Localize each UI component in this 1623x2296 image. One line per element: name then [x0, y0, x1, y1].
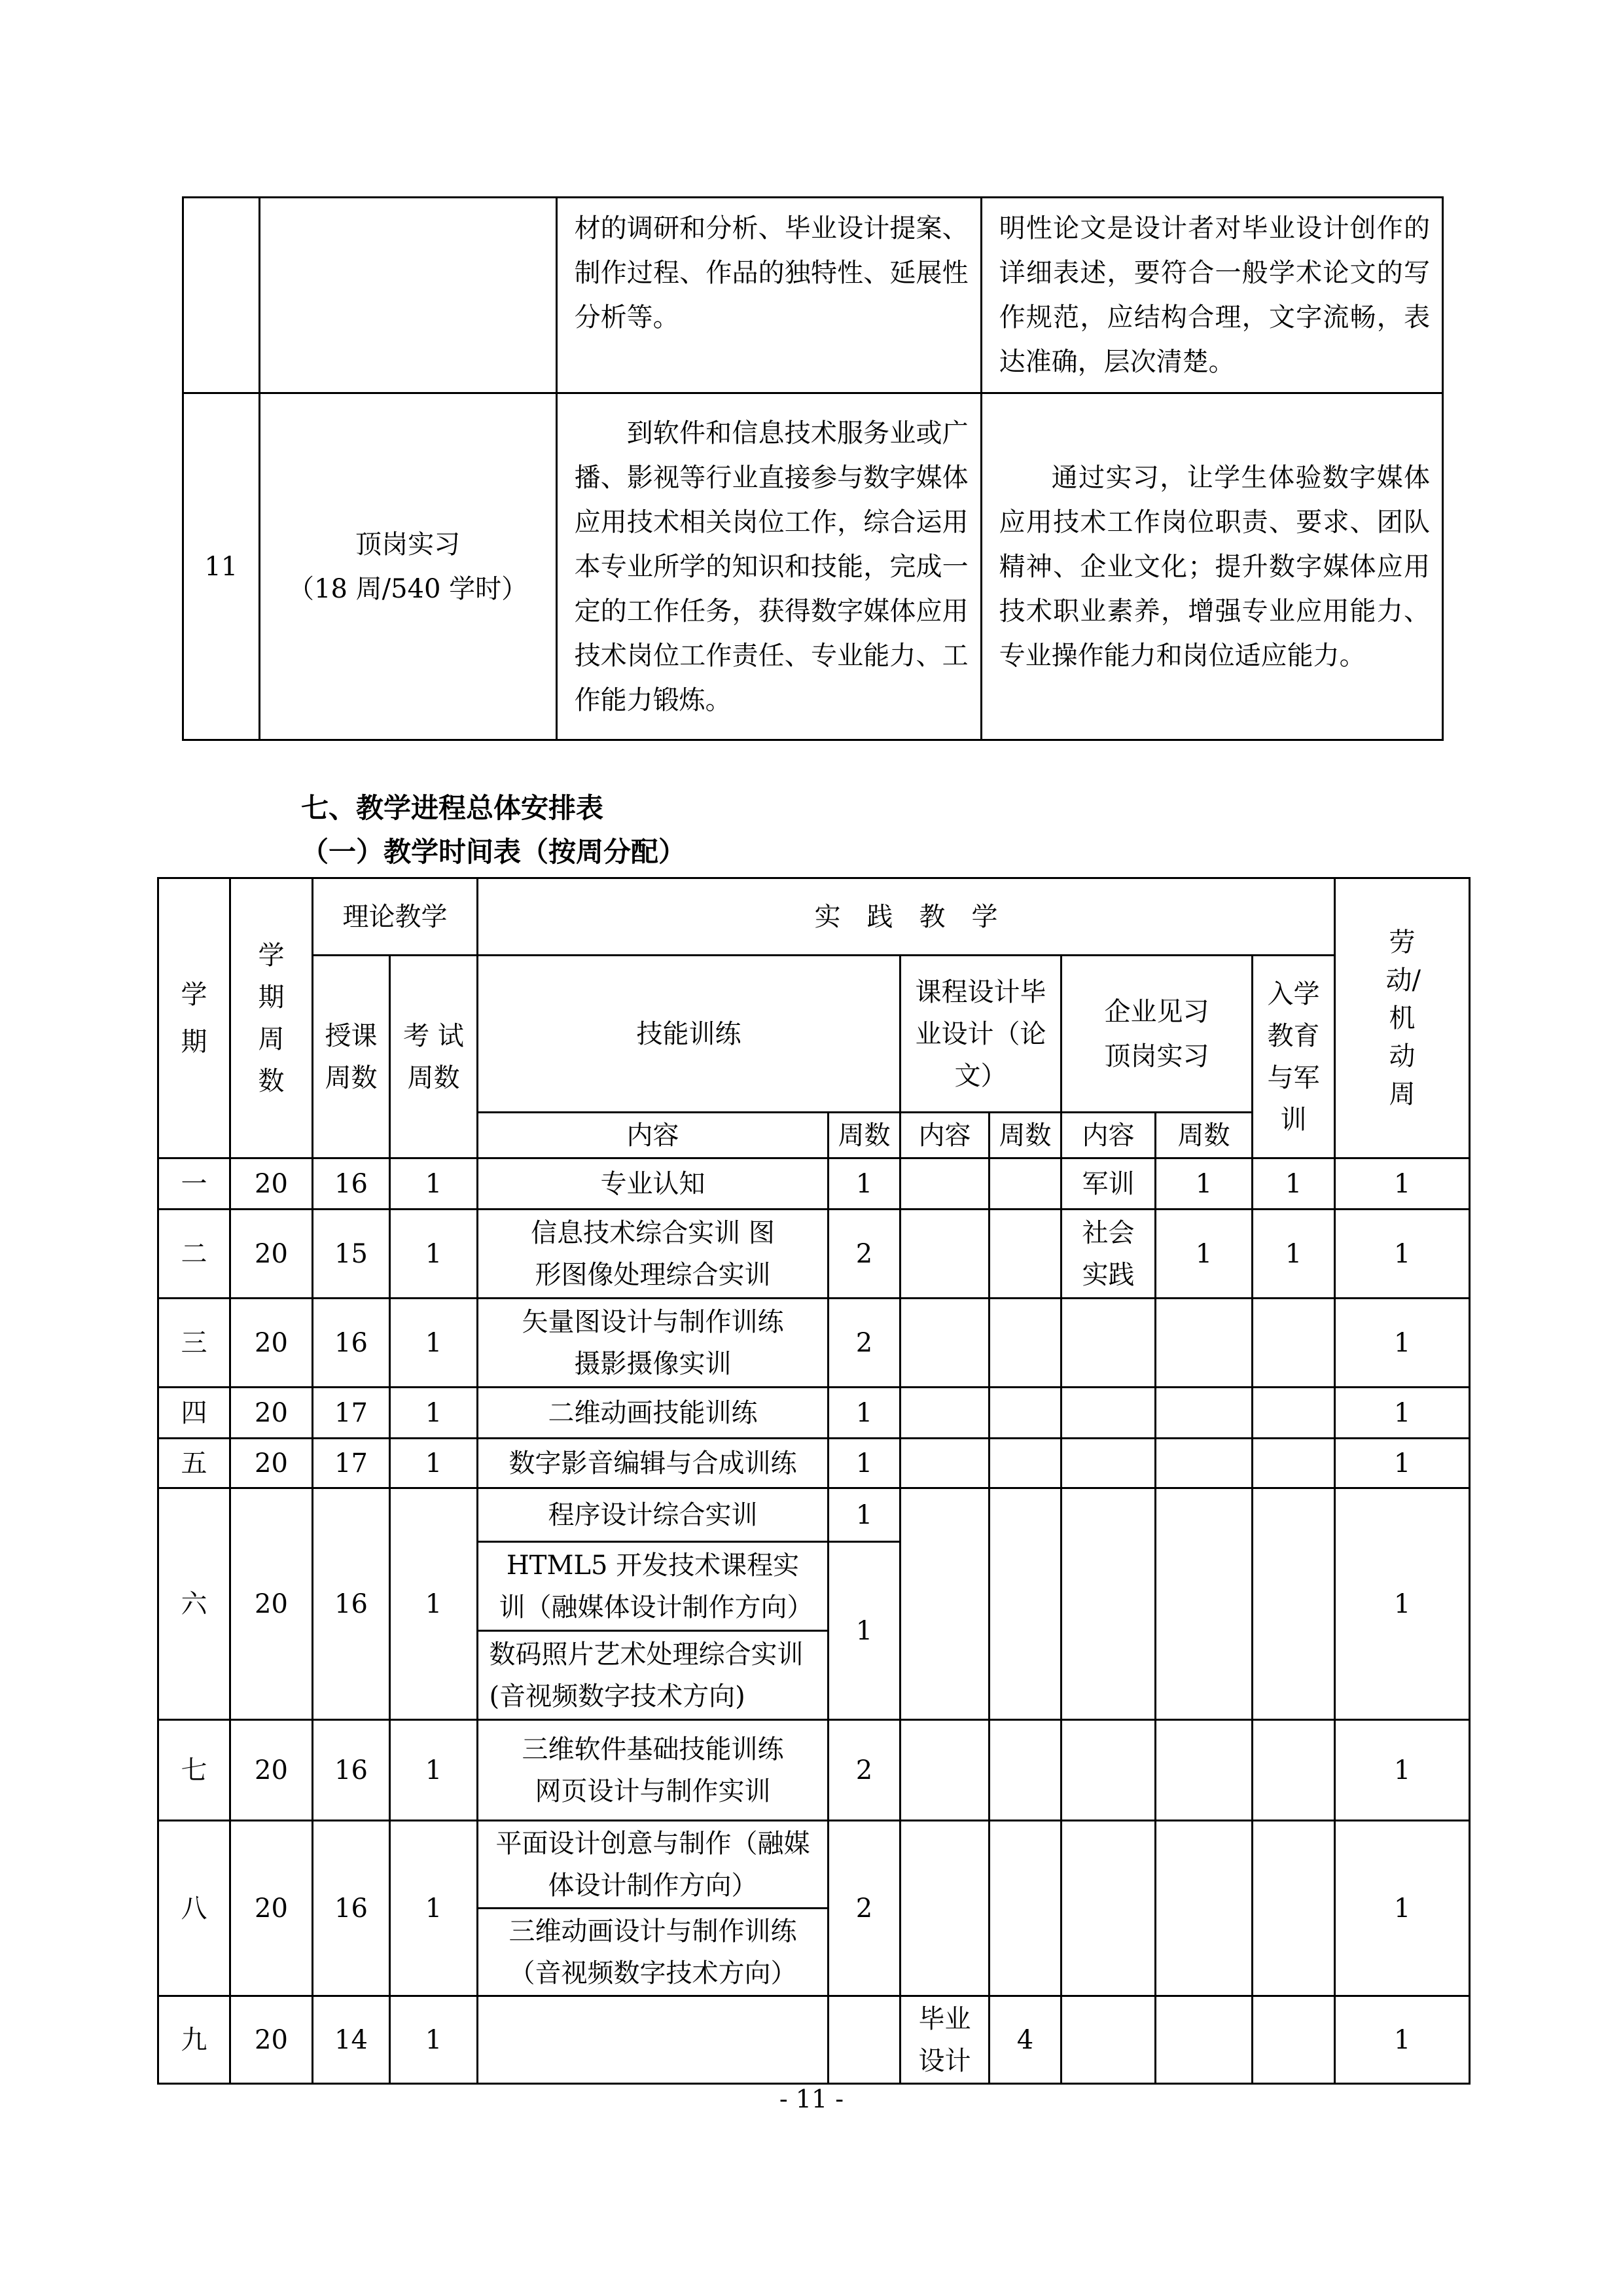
header-exam-weeks: 考 试周数 — [390, 956, 478, 1158]
course-name-cell — [259, 393, 556, 740]
cell-teach: 16 — [313, 1158, 390, 1210]
cell-teach: 16 — [313, 1299, 390, 1388]
table-row — [158, 1996, 1470, 2084]
cell-teach: 16 — [313, 1720, 390, 1821]
cell-skill: 三维动画设计与制作训练（音视频数字技术方向） — [478, 1909, 829, 1996]
header-enrollment: 入学教育与军训 — [1253, 956, 1335, 1158]
cell-total: 20 — [230, 1439, 313, 1488]
cell-enterprise — [1061, 1821, 1156, 1996]
cell-exam: 1 — [390, 1388, 478, 1439]
cell-labor: 1 — [1335, 1439, 1470, 1488]
cell-skill: 数码照片艺术处理综合实训(音视频数字技术方向) — [478, 1631, 829, 1720]
cell-skill-weeks: 1 — [829, 1388, 901, 1439]
cell-design-weeks — [990, 1821, 1061, 1996]
cell-design: 毕业设计 — [901, 1996, 990, 2084]
cell-exam: 1 — [390, 1210, 478, 1299]
sub-heading: （一）教学时间表（按周分配） — [301, 836, 687, 868]
cell-skill-weeks: 2 — [829, 1821, 901, 1996]
cell-design — [901, 1299, 990, 1388]
cell-labor: 1 — [1335, 1996, 1470, 2084]
cell-skill — [478, 1996, 829, 2084]
cell-exam: 1 — [390, 1821, 478, 1996]
cell-skill: 二维动画技能训练 — [478, 1388, 829, 1439]
section-heading: 七、教学进程总体安排表 — [301, 792, 604, 824]
cell-enterprise-weeks — [1156, 1439, 1253, 1488]
cell-enterprise — [1061, 1439, 1156, 1488]
cell-labor: 1 — [1335, 1720, 1470, 1821]
cell-enrollment: 1 — [1253, 1210, 1335, 1299]
table-row — [158, 1388, 1470, 1439]
cell-enterprise-weeks — [1156, 1720, 1253, 1821]
course-hours: （18 周/540 学时） — [288, 573, 528, 604]
cell-exam: 1 — [390, 1439, 478, 1488]
requirement-cell: 通过实习，让学生体验数字媒体应用技术工作岗位职责、要求、团队精神、企业文化；提升数字媒体应用技术职业素养，增强专业应用能力、专业操作能力和岗位适应能力。 — [981, 393, 1442, 740]
cell-skill-weeks: 1 — [829, 1158, 901, 1210]
header-semester: 学期 — [158, 878, 230, 1158]
cell-exam: 1 — [390, 1488, 478, 1720]
cell-enterprise — [1061, 1720, 1156, 1821]
cell-enterprise-weeks — [1156, 1996, 1253, 2084]
cell-enterprise — [1061, 1299, 1156, 1388]
cell-design-weeks — [990, 1439, 1061, 1488]
header-practice: 实 践 教 学 — [478, 878, 1335, 956]
header-semester-weeks: 学期周数 — [230, 878, 313, 1158]
cell-total: 20 — [230, 1299, 313, 1388]
cell-enrollment — [1253, 1996, 1335, 2084]
cell-teach: 14 — [313, 1996, 390, 2084]
cell-exam: 1 — [390, 1996, 478, 2084]
cell-skill: 三维软件基础技能训练 网页设计与制作实训 — [478, 1720, 829, 1821]
cell-skill: HTML5 开发技术课程实训（融媒体设计制作方向） — [478, 1542, 829, 1631]
cell-skill-weeks: 1 — [829, 1542, 901, 1720]
cell-semester: 五 — [158, 1439, 230, 1488]
cell-enterprise — [1061, 1996, 1156, 2084]
header-course-design: 课程设计毕业设计（论文） — [901, 956, 1061, 1113]
cell-skill: 矢量图设计与制作训练 摄影摄像实训 — [478, 1299, 829, 1388]
cell-design — [901, 1821, 990, 1996]
header-labor: 劳动/机动周 — [1335, 878, 1470, 1158]
cell-semester: 六 — [158, 1488, 230, 1720]
cell-enterprise: 军训 — [1061, 1158, 1156, 1210]
table-row — [158, 1821, 1470, 1909]
cell-skill-weeks: 2 — [829, 1299, 901, 1388]
teaching-schedule-table — [157, 877, 1471, 2085]
table-row — [158, 1488, 1470, 1542]
cell-semester: 七 — [158, 1720, 230, 1821]
header-content: 内容 — [901, 1113, 990, 1158]
cell-enrollment — [1253, 1720, 1335, 1821]
table-row — [183, 393, 1443, 740]
row-number-cell: 11 — [183, 393, 260, 740]
content-cell: 材的调研和分析、毕业设计提案、制作过程、作品的独特性、延展性分析等。 — [556, 198, 981, 393]
cell-semester: 三 — [158, 1299, 230, 1388]
cell-enterprise — [1061, 1388, 1156, 1439]
cell-teach: 15 — [313, 1210, 390, 1299]
cell-design — [901, 1720, 990, 1821]
cell-enterprise-weeks — [1156, 1488, 1253, 1720]
course-name: 顶岗实习 — [355, 529, 461, 560]
cell-labor: 1 — [1335, 1821, 1470, 1996]
cell-enrollment — [1253, 1488, 1335, 1720]
cell-design — [901, 1439, 990, 1488]
cell-skill-weeks: 2 — [829, 1720, 901, 1821]
cell-exam: 1 — [390, 1158, 478, 1210]
cell-exam: 1 — [390, 1720, 478, 1821]
cell-enterprise: 社会实践 — [1061, 1210, 1156, 1299]
cell-design — [901, 1158, 990, 1210]
cell-skill-weeks: 1 — [829, 1439, 901, 1488]
cell-teach: 16 — [313, 1821, 390, 1996]
row-number-cell — [183, 198, 260, 393]
cell-total: 20 — [230, 1821, 313, 1996]
cell-skill: 信息技术综合实训 图形图像处理综合实训 — [478, 1210, 829, 1299]
cell-labor: 1 — [1335, 1299, 1470, 1388]
course-name-cell — [259, 198, 556, 393]
header-content: 内容 — [1061, 1113, 1156, 1158]
table-row — [158, 1720, 1470, 1821]
header-enterprise: 企业见习顶岗实习 — [1061, 956, 1253, 1113]
cell-enterprise-weeks: 1 — [1156, 1210, 1253, 1299]
cell-design-weeks — [990, 1210, 1061, 1299]
cell-teach: 17 — [313, 1388, 390, 1439]
cell-total: 20 — [230, 1158, 313, 1210]
table-row — [158, 1299, 1470, 1388]
cell-skill: 平面设计创意与制作（融媒体设计制作方向） — [478, 1821, 829, 1909]
cell-labor: 1 — [1335, 1388, 1470, 1439]
cell-total: 20 — [230, 1388, 313, 1439]
cell-skill-weeks: 2 — [829, 1210, 901, 1299]
cell-design-weeks: 4 — [990, 1996, 1061, 2084]
header-row — [158, 956, 1470, 1113]
cell-enrollment — [1253, 1439, 1335, 1488]
cell-semester: 二 — [158, 1210, 230, 1299]
header-weeks: 周数 — [990, 1113, 1061, 1158]
cell-design-weeks — [990, 1158, 1061, 1210]
cell-design-weeks — [990, 1488, 1061, 1720]
cell-semester: 四 — [158, 1388, 230, 1439]
cell-total: 20 — [230, 1720, 313, 1821]
cell-design-weeks — [990, 1299, 1061, 1388]
header-content: 内容 — [478, 1113, 829, 1158]
table-row — [183, 198, 1443, 393]
cell-design — [901, 1210, 990, 1299]
cell-labor: 1 — [1335, 1210, 1470, 1299]
cell-skill-weeks: 1 — [829, 1488, 901, 1542]
cell-enterprise-weeks — [1156, 1388, 1253, 1439]
cell-semester: 九 — [158, 1996, 230, 2084]
cell-enrollment — [1253, 1299, 1335, 1388]
cell-enterprise-weeks — [1156, 1821, 1253, 1996]
cell-design-weeks — [990, 1388, 1061, 1439]
cell-labor: 1 — [1335, 1158, 1470, 1210]
cell-design — [901, 1488, 990, 1720]
page-number: - 11 - — [779, 2085, 844, 2113]
cell-total: 20 — [230, 1996, 313, 2084]
course-description-table — [182, 196, 1444, 741]
content-cell: 到软件和信息技术服务业或广播、影视等行业直接参与数字媒体应用技术相关岗位工作，综合运用本专业所学的知识和技能，完成一定的工作任务，获得数字媒体应用技术岗位工作责任、专业能力、工作能力锻炼。 — [556, 393, 981, 740]
requirement-cell: 明性论文是设计者对毕业设计创作的详细表述，要符合一般学术论文的写作规范，应结构合理，文字流畅，表达准确，层次清楚。 — [981, 198, 1442, 393]
cell-teach: 16 — [313, 1488, 390, 1720]
cell-enrollment — [1253, 1388, 1335, 1439]
cell-enrollment: 1 — [1253, 1158, 1335, 1210]
cell-skill-weeks — [829, 1996, 901, 2084]
cell-design — [901, 1388, 990, 1439]
header-weeks: 周数 — [829, 1113, 901, 1158]
cell-total: 20 — [230, 1210, 313, 1299]
cell-semester: 一 — [158, 1158, 230, 1210]
cell-semester: 八 — [158, 1821, 230, 1996]
header-row — [158, 878, 1470, 956]
cell-labor: 1 — [1335, 1488, 1470, 1720]
cell-skill: 专业认知 — [478, 1158, 829, 1210]
header-weeks: 周数 — [1156, 1113, 1253, 1158]
cell-enterprise-weeks: 1 — [1156, 1158, 1253, 1210]
cell-skill: 程序设计综合实训 — [478, 1488, 829, 1542]
header-teaching-weeks: 授课周数 — [313, 956, 390, 1158]
cell-skill: 数字影音编辑与合成训练 — [478, 1439, 829, 1488]
cell-enrollment — [1253, 1821, 1335, 1996]
cell-enterprise — [1061, 1488, 1156, 1720]
cell-total: 20 — [230, 1488, 313, 1720]
header-skill-training: 技能训练 — [478, 956, 901, 1113]
cell-teach: 17 — [313, 1439, 390, 1488]
cell-exam: 1 — [390, 1299, 478, 1388]
header-theory: 理论教学 — [313, 878, 478, 956]
table-row — [158, 1210, 1470, 1299]
cell-enterprise-weeks — [1156, 1299, 1253, 1388]
table-row — [158, 1439, 1470, 1488]
cell-design-weeks — [990, 1720, 1061, 1821]
table-row — [158, 1158, 1470, 1210]
